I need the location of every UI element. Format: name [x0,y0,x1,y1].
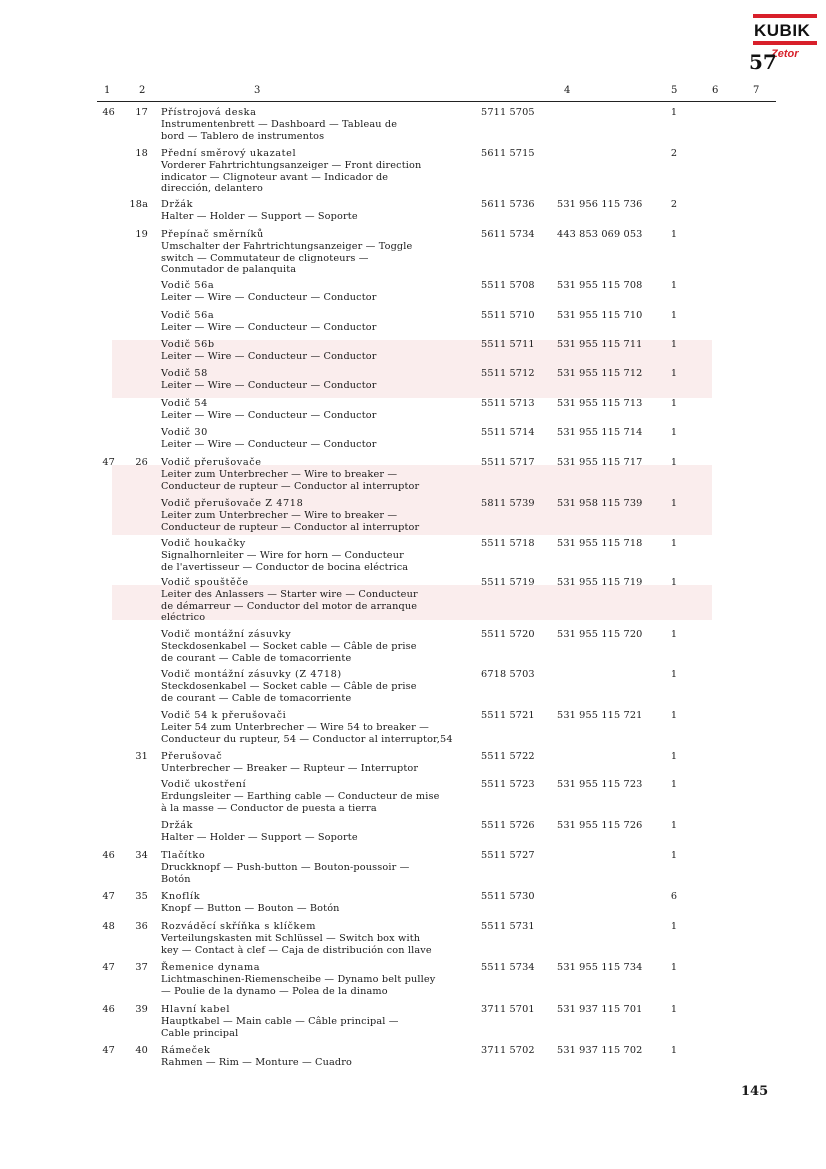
part-description [161,629,483,664]
order-number: 531 955 115 717 [557,457,643,468]
part-name-czech: Vodič montážní zásuvky [161,629,292,640]
part-name-translation: switch — Commutateur de clignoteurs — [161,252,369,264]
part-number: 5511 5717 [481,457,535,468]
order-number: 531 955 115 726 [557,820,643,831]
part-number: 5511 5730 [481,891,535,902]
part-description [161,962,483,997]
position-number: 36 [135,921,148,932]
part-name-czech: Vodič přerušovače [161,457,262,468]
quantity: 1 [670,921,678,932]
order-number: 531 955 115 721 [557,710,643,721]
quantity: 1 [670,779,678,790]
part-number: 5511 5731 [481,921,535,932]
part-name-translation: Leiter des Anlassers — Starter wire — Conducteur [161,588,418,600]
column-header-5: 5 [671,85,678,96]
quantity: 1 [670,669,678,680]
part-number: 5611 5734 [481,229,535,240]
position-number: 18 [135,148,148,159]
part-number: 5511 5714 [481,427,535,438]
header-rule [97,101,776,102]
part-name-czech: Vodič houkačky [161,538,246,549]
part-description [161,498,483,533]
quantity: 1 [670,538,678,549]
position-number: 18a [129,199,148,210]
order-number: 531 937 115 701 [557,1004,643,1015]
part-number: 5611 5736 [481,199,535,210]
part-name-czech: Přístrojová deska [161,107,257,118]
quantity: 1 [670,339,678,350]
quantity: 1 [670,629,678,640]
part-description [161,710,483,745]
part-number: 5511 5718 [481,538,535,549]
part-description [161,820,483,844]
quantity: 1 [670,310,678,321]
part-number: 5811 5739 [481,498,535,509]
part-number: 5511 5734 [481,962,535,973]
quantity: 6 [670,891,678,902]
part-name-translation: eléctrico [161,612,206,624]
part-description [161,891,483,915]
order-number: 531 955 115 734 [557,962,643,973]
part-name-translation: — Poulie de la dynamo — Polea de la dinamo [161,985,388,997]
part-description [161,107,483,142]
quantity: 1 [670,398,678,409]
quantity: 1 [670,457,678,468]
quantity: 1 [670,368,678,379]
part-description [161,850,483,885]
part-number: 5511 5727 [481,850,535,861]
part-name-czech: Vodič 56b [161,339,215,350]
part-name-translation: à la masse — Conductor de puesta a tierra [161,802,377,814]
part-number: 5511 5719 [481,577,535,588]
part-name-czech: Tlačítko [161,850,206,861]
part-name-czech: Vodič 54 k přerušovači [161,710,287,721]
part-name-translation: Leiter — Wire — Conducteur — Conductor [161,321,377,333]
part-name-czech: Rámeček [161,1045,211,1056]
part-name-czech: Vodič 54 [161,398,208,409]
position-number: 37 [135,962,148,973]
part-description [161,368,483,392]
part-name-czech: Přerušovač [161,751,223,762]
part-name-translation: Erdungsleiter — Earthing cable — Conducteur de mise [161,790,440,802]
part-name-czech: Vodič 56a [161,310,215,321]
page-number: 145 [741,1084,769,1099]
part-name-translation: Botón [161,873,191,885]
order-number: 531 958 115 739 [557,498,643,509]
order-number: 531 955 115 711 [557,339,643,350]
part-number: 3711 5702 [481,1045,535,1056]
part-name-czech: Vodič spouštěče [161,577,249,588]
column-header-7: 7 [753,85,760,96]
order-number: 531 955 115 714 [557,427,643,438]
part-description [161,457,483,492]
part-number: 5511 5712 [481,368,535,379]
part-name-translation: Rahmen — Rim — Monture — Cuadro [161,1056,353,1068]
part-name-translation: Leiter 54 zum Unterbrecher — Wire 54 to breaker — [161,721,429,733]
quantity: 1 [670,710,678,721]
part-name-translation: Conmutador de palanquita [161,264,297,276]
part-description [161,751,483,775]
order-number: 531 955 115 723 [557,779,643,790]
column-header-4: 4 [564,85,571,96]
part-name-czech: Rozváděcí skříňka s klíčkem [161,921,317,932]
part-name-translation: de démarreur — Conductor del motor de arranque [161,600,418,612]
quantity: 1 [670,850,678,861]
part-name-czech: Držák [161,199,194,210]
figure-number: 47 [102,891,115,902]
part-description [161,310,483,334]
quantity: 1 [670,962,678,973]
figure-number: 46 [102,850,115,861]
part-name-czech: Knoflík [161,891,201,902]
part-description [161,280,483,304]
quantity: 1 [670,820,678,831]
part-number: 5711 5705 [481,107,535,118]
brand-logo-name: KUBIK [754,21,811,40]
part-description [161,1004,483,1039]
figure-number: 48 [102,921,115,932]
part-name-translation: Signalhornleiter — Wire for horn — Conducteur [161,549,404,561]
part-name-translation: Leiter zum Unterbrecher — Wire to breaker — [161,468,398,480]
part-name-translation: de l'avertisseur — Conductor de bocina eléctrica [161,561,409,573]
part-number: 6718 5703 [481,669,535,680]
part-name-translation: Conducteur de rupteur — Conductor al interruptor [161,480,420,492]
part-name-translation: Cable principal [161,1027,239,1039]
part-number: 3711 5701 [481,1004,535,1015]
part-name-translation: indicator — Clignoteur avant — Indicador de [161,171,389,183]
part-number: 5511 5723 [481,779,535,790]
part-description [161,339,483,363]
part-name-czech: Přední směrový ukazatel [161,148,297,159]
order-number: 531 955 115 713 [557,398,643,409]
part-name-translation: bord — Tablero de instrumentos [161,130,325,142]
figure-number: 46 [102,1004,115,1015]
part-name-translation: de courant — Cable de tomacorriente [161,652,352,664]
order-number: 531 955 115 712 [557,368,643,379]
part-name-translation: Leiter — Wire — Conducteur — Conductor [161,291,377,303]
part-number: 5511 5720 [481,629,535,640]
quantity: 1 [670,1004,678,1015]
part-number: 5611 5715 [481,148,535,159]
quantity: 1 [670,280,678,291]
part-name-translation: Leiter — Wire — Conducteur — Conductor [161,350,377,362]
quantity: 1 [670,577,678,588]
part-name-czech: Vodič montážní zásuvky (Z 4718) [161,669,342,680]
position-number: 26 [135,457,148,468]
part-number: 5511 5713 [481,398,535,409]
brand-logo-sub: Zetor [771,48,799,60]
part-name-czech: Vodič přerušovače Z 4718 [161,498,304,509]
position-number: 19 [135,229,148,240]
order-number: 531 955 115 710 [557,310,643,321]
part-name-translation: Leiter — Wire — Conducteur — Conductor [161,409,377,421]
part-name-translation: dirección, delantero [161,183,263,195]
part-description [161,779,483,814]
part-name-translation: Verteilungskasten mit Schlüssel — Switch box with [161,932,421,944]
order-number: 531 955 115 708 [557,280,643,291]
part-name-translation: Instrumentenbrett — Dashboard — Tableau de [161,118,398,130]
position-number: 17 [135,107,148,118]
figure-number: 46 [102,107,115,118]
quantity: 1 [670,229,678,240]
part-name-translation: Halter — Holder — Support — Soporte [161,210,358,222]
part-name-czech: Vodič ukostření [161,779,247,790]
order-number: 531 937 115 702 [557,1045,643,1056]
part-name-translation: Leiter — Wire — Conducteur — Conductor [161,438,377,450]
figure-number: 47 [102,457,115,468]
part-name-translation: Steckdosenkabel — Socket cable — Câble de prise [161,640,417,652]
part-number: 5511 5708 [481,280,535,291]
order-number: 531 955 115 719 [557,577,643,588]
order-number: 531 955 115 720 [557,629,643,640]
position-number: 39 [135,1004,148,1015]
part-name-czech: Řemenice dynama [161,962,261,973]
quantity: 2 [670,199,678,210]
quantity: 1 [670,1045,678,1056]
part-description [161,669,483,704]
column-header-6: 6 [712,85,719,96]
part-name-czech: Hlavní kabel [161,1004,231,1015]
order-number: 531 956 115 736 [557,199,643,210]
figure-number: 47 [102,1045,115,1056]
part-description [161,148,483,195]
order-number: 531 955 115 718 [557,538,643,549]
part-name-translation: Halter — Holder — Support — Soporte [161,831,358,843]
part-name-translation: Druckknopf — Push-button — Bouton-poussoir — [161,861,410,873]
order-number: 443 853 069 053 [557,229,643,240]
part-number: 5511 5711 [481,339,535,350]
part-name-translation: Hauptkabel — Main cable — Câble principal — [161,1015,399,1027]
position-number: 31 [135,751,148,762]
quantity: 1 [670,498,678,509]
position-number: 35 [135,891,148,902]
part-name-translation: Knopf — Button — Bouton — Botón [161,902,340,914]
sheet-number: 57 [749,50,777,74]
part-name-translation: de courant — Cable de tomacorriente [161,692,352,704]
part-description [161,921,483,956]
part-number: 5511 5726 [481,820,535,831]
part-name-translation: Leiter zum Unterbrecher — Wire to breaker — [161,509,398,521]
position-number: 40 [135,1045,148,1056]
column-header-2: 2 [139,85,146,96]
part-name-czech: Držák [161,820,194,831]
part-number: 5511 5722 [481,751,535,762]
part-description [161,1045,483,1069]
part-description [161,398,483,422]
part-name-czech: Přepínač směrníků [161,229,264,240]
quantity: 1 [670,427,678,438]
part-name-translation: key — Contact à clef — Caja de distribución con llave [161,944,432,956]
part-description [161,577,483,624]
part-description [161,538,483,573]
position-number: 34 [135,850,148,861]
part-name-czech: Vodič 58 [161,368,208,379]
part-name-czech: Vodič 30 [161,427,208,438]
part-description [161,427,483,451]
part-name-translation: Umschalter der Fahrtrichtungsanzeiger — Toggle [161,240,413,252]
part-name-translation: Lichtmaschinen-Riemenscheibe — Dynamo belt pulley [161,973,436,985]
part-name-translation: Steckdosenkabel — Socket cable — Câble de prise [161,680,417,692]
quantity: 1 [670,751,678,762]
part-name-czech: Vodič 56a [161,280,215,291]
column-header-3: 3 [254,85,261,96]
quantity: 2 [670,148,678,159]
part-description [161,199,483,223]
column-header-1: 1 [104,85,111,96]
part-name-translation: Conducteur de rupteur — Conductor al interruptor [161,521,420,533]
part-name-translation: Vorderer Fahrtrichtungsanzeiger — Front direction [161,159,422,171]
quantity: 1 [670,107,678,118]
part-name-translation: Conducteur du rupteur, 54 — Conductor al interruptor,54 [161,733,453,745]
part-name-translation: Leiter — Wire — Conducteur — Conductor [161,379,377,391]
column-header [0,85,826,99]
figure-number: 47 [102,962,115,973]
part-number: 5511 5721 [481,710,535,721]
part-number: 5511 5710 [481,310,535,321]
part-name-translation: Unterbrecher — Breaker — Rupteur — Interruptor [161,762,419,774]
part-description [161,229,483,276]
